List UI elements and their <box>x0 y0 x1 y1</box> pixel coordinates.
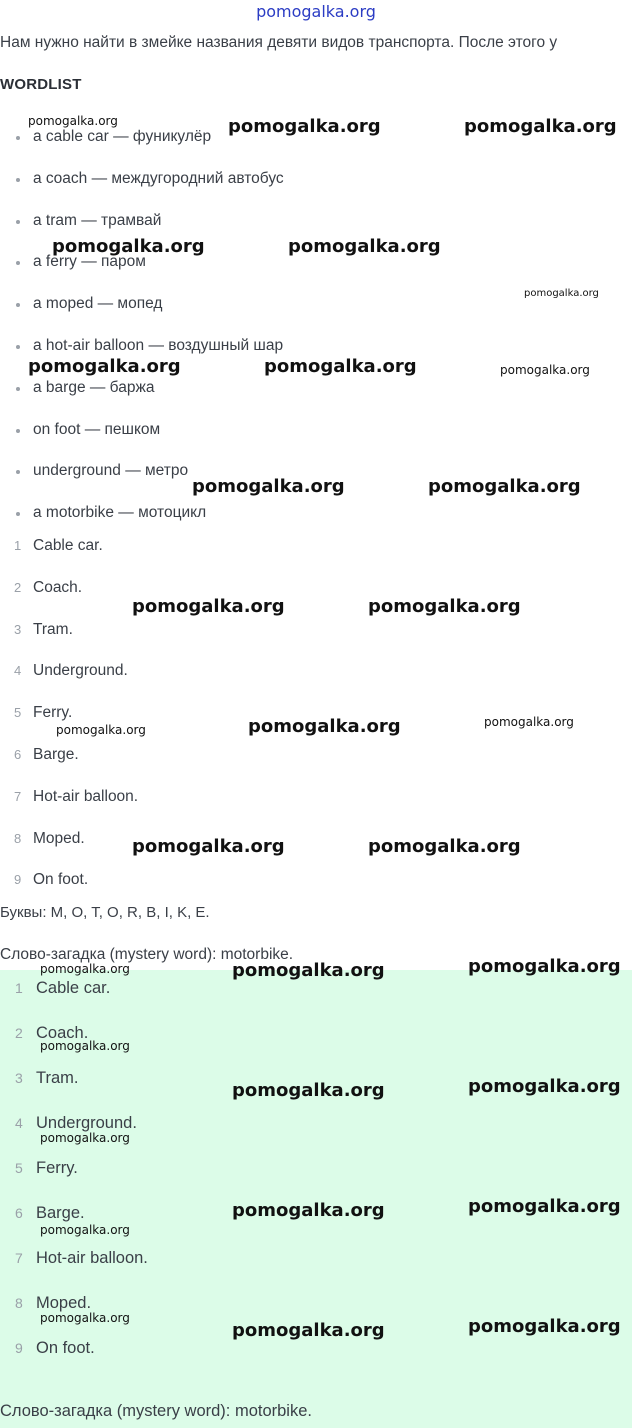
answer-item <box>0 1157 632 1202</box>
answer-text: On foot. <box>33 871 89 889</box>
answer-item <box>0 786 632 828</box>
watermark: pomogalka.org <box>228 116 381 137</box>
watermark: pomogalka.org <box>232 1320 385 1341</box>
answer-text: Tram. <box>36 1069 79 1087</box>
watermark: pomogalka.org <box>192 476 345 497</box>
bullet-icon <box>16 178 20 182</box>
watermark: pomogalka.org <box>468 1076 621 1097</box>
answer-text: Moped. <box>33 829 85 847</box>
answer-number: 1 <box>14 538 22 553</box>
answer-item <box>0 1112 632 1157</box>
watermark: pomogalka.org <box>248 716 401 737</box>
watermark: pomogalka.org <box>484 715 574 729</box>
answer-number: 7 <box>15 1250 23 1266</box>
answer-number: 8 <box>14 830 22 846</box>
wordlist-item-text: underground — метро <box>33 462 189 480</box>
answer-text: Hot-air balloon. <box>33 787 139 805</box>
wordlist-item <box>0 377 632 419</box>
wordlist-item <box>0 126 632 168</box>
answer-item <box>0 1022 632 1067</box>
answer-text: Moped. <box>36 1294 92 1312</box>
wordlist-item-text: a tram — трамвай <box>33 211 162 229</box>
bullet-icon <box>16 220 20 224</box>
wordlist-item-text: a cable car — фуникулёр <box>33 128 212 145</box>
answer-number: 5 <box>15 1160 23 1176</box>
answer-item <box>0 1337 632 1382</box>
wordlist-item <box>0 335 632 377</box>
watermark: pomogalka.org <box>464 116 617 137</box>
answer-number: 6 <box>14 746 22 762</box>
watermark: pomogalka.org <box>232 1080 385 1101</box>
watermark: pomogalka.org <box>368 596 521 617</box>
answer-text: Ferry. <box>36 1159 78 1177</box>
wordlist-item-text: a moped — мопед <box>33 295 163 313</box>
watermark: pomogalka.org <box>264 356 417 377</box>
answer-number: 4 <box>15 1115 23 1131</box>
answer-item <box>0 1067 632 1112</box>
mystery-word-line: Слово-загадка (mystery word): motorbike. <box>0 946 294 963</box>
watermark: pomogalka.org <box>40 1223 130 1237</box>
answer-text: Tram. <box>33 620 73 638</box>
watermark: pomogalka.org <box>368 836 521 857</box>
answer-text: Hot-air balloon. <box>36 1249 148 1267</box>
answer-number: 2 <box>15 1025 23 1041</box>
watermark: pomogalka.org <box>132 596 285 617</box>
wordlist-item <box>0 293 632 335</box>
wordlist-item-text: a ferry — паром <box>33 253 146 271</box>
answer-number: 9 <box>15 1340 23 1356</box>
answer-item <box>0 744 632 786</box>
answer-item <box>0 535 632 577</box>
watermark: pomogalka.org <box>428 476 581 497</box>
answer-item <box>0 1247 632 1292</box>
watermark: pomogalka.org <box>52 236 205 257</box>
answer-number: 1 <box>15 980 23 996</box>
answer-item <box>0 977 632 1022</box>
watermark: pomogalka.org <box>132 836 285 857</box>
wordlist <box>0 126 632 544</box>
wordlist-item <box>0 168 632 210</box>
wordlist-item-text: on foot — пешком <box>33 420 161 438</box>
bullet-icon <box>16 387 20 391</box>
answer-number: 2 <box>14 579 22 595</box>
wordlist-item-text: a coach — междугородний автобус <box>33 169 284 187</box>
watermark: pomogalka.org <box>28 114 118 128</box>
answer-text: Cable car. <box>36 979 111 997</box>
watermark: pomogalka.org <box>40 962 130 976</box>
answer-text: Coach. <box>33 578 83 596</box>
bullet-icon <box>16 429 20 433</box>
watermark: pomogalka.org <box>468 1196 621 1217</box>
watermark: pomogalka.org <box>232 960 385 981</box>
intro-text: Нам нужно найти в змейке названия девяти видов транспорта. После этого у <box>0 34 558 51</box>
wordlist-heading: WORDLIST <box>0 76 82 93</box>
watermark: pomogalka.org <box>28 356 181 377</box>
answer-number: 5 <box>14 705 22 721</box>
answer-number: 3 <box>14 621 22 637</box>
bullet-icon <box>16 345 20 349</box>
watermark: pomogalka.org <box>468 1316 621 1337</box>
answer-item <box>0 1292 632 1337</box>
wordlist-item <box>0 210 632 252</box>
watermark: pomogalka.org <box>288 236 441 257</box>
watermark: pomogalka.org <box>500 363 590 377</box>
answer-text: Cable car. <box>33 537 103 554</box>
bullet-icon <box>16 303 20 307</box>
answer-number: 9 <box>14 872 22 888</box>
bullet-icon <box>16 261 20 265</box>
answer-number: 7 <box>14 788 22 804</box>
letters-line: Буквы: M, O, T, O, R, B, I, K, E. <box>0 904 210 921</box>
watermark: pomogalka.org <box>40 1311 130 1325</box>
answer-item <box>0 619 632 661</box>
watermark: pomogalka.org <box>40 1131 130 1145</box>
wordlist-item <box>0 251 632 293</box>
answer-text: Coach. <box>36 1024 89 1042</box>
bullet-icon <box>16 136 20 140</box>
wordlist-item <box>0 419 632 461</box>
answer-text: Underground. <box>36 1114 137 1132</box>
site-header-link[interactable]: pomogalka.org <box>256 2 376 21</box>
watermark: pomogalka.org <box>232 1200 385 1221</box>
wordlist-item-text: a motorbike — мотоцикл <box>33 504 207 522</box>
answer-number: 4 <box>14 663 22 679</box>
answer-item <box>0 660 632 702</box>
answer-text: Barge. <box>36 1204 85 1222</box>
watermark: pomogalka.org <box>40 1039 130 1053</box>
answer-item <box>0 828 632 870</box>
wordlist-item <box>0 460 632 502</box>
mystery-word-line-highlighted: Слово-загадка (mystery word): motorbike. <box>0 1402 312 1420</box>
bullet-icon <box>16 470 20 474</box>
watermark: pomogalka.org <box>468 956 621 977</box>
answer-text: Underground. <box>33 662 128 680</box>
answer-number: 3 <box>15 1070 23 1086</box>
answer-item <box>0 1202 632 1247</box>
wordlist-item-text: a barge — баржа <box>33 378 155 396</box>
answer-item <box>0 702 632 744</box>
answer-list <box>0 535 632 911</box>
bullet-icon <box>16 512 20 516</box>
answer-item <box>0 577 632 619</box>
answer-text: Barge. <box>33 745 79 763</box>
answer-number: 6 <box>15 1205 23 1221</box>
watermark: pomogalka.org <box>56 723 146 737</box>
wordlist-item-text: a hot-air balloon — воздушный шар <box>33 336 284 354</box>
answer-number: 8 <box>15 1295 23 1311</box>
answer-list-highlighted <box>0 977 632 1382</box>
watermark: pomogalka.org <box>524 288 599 299</box>
answer-text: On foot. <box>36 1339 95 1357</box>
answer-text: Ferry. <box>33 704 73 722</box>
